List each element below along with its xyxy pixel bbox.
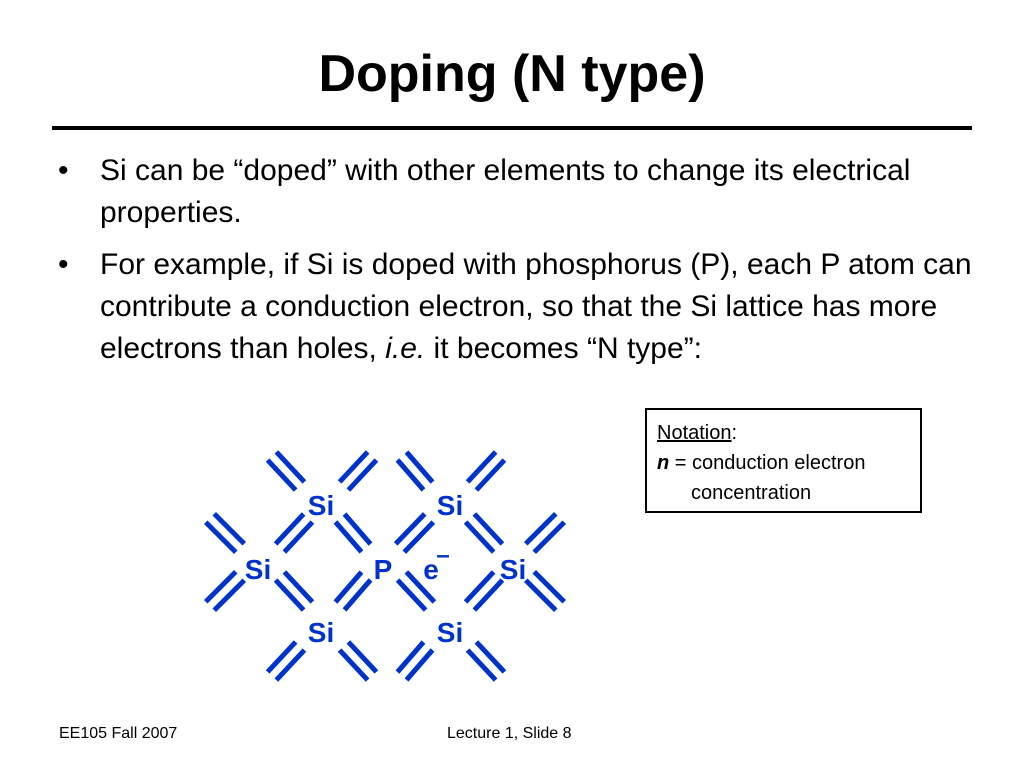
notation-definition-cont: concentration (691, 482, 812, 504)
notation-symbol: n (657, 452, 670, 474)
bullet-item (58, 150, 978, 234)
electron-label: e (423, 554, 439, 585)
bullet-list (58, 150, 978, 380)
atom-labels (245, 490, 526, 648)
electron-charge-bar: – (436, 542, 450, 569)
si-atom-top-right: Si (436, 490, 464, 521)
notation-heading: Notation (657, 422, 732, 444)
bullet-text: For example, if Si is doped with phosphorus (P), each P atom can contribute a conduction electron, so that the Si lattice has more electrons than holes, (100, 248, 972, 365)
bond-line (526, 514, 556, 544)
bond-line (396, 514, 425, 544)
bond-line (534, 572, 564, 602)
notation-box (645, 408, 922, 513)
bond-line (214, 514, 244, 544)
title-divider (52, 126, 972, 130)
notation-definition-text: = conduction electron (669, 452, 866, 474)
bullet-text: it becomes “N type”: (425, 332, 702, 365)
footer-course: EE105 Fall 2007 (59, 725, 178, 742)
si-atom-bottom-right: Si (436, 617, 464, 648)
slide-title: Doping (N type) (318, 45, 706, 103)
bond-line (526, 580, 556, 610)
bond-line (404, 522, 433, 552)
bullet-dot: • (58, 154, 69, 187)
bond-line (534, 522, 564, 552)
bullet-text: Si can be “doped” with other elements to change its electrical properties. (100, 154, 911, 229)
si-atom-right: Si (499, 554, 527, 585)
bond-line (214, 580, 244, 610)
silicon-lattice-diagram (200, 448, 580, 688)
notation-definition (657, 448, 910, 478)
notation-heading-line: Notation: (657, 422, 738, 444)
p-atom-center: P (373, 554, 393, 585)
bond-line (206, 572, 236, 602)
si-atom-top-left: Si (307, 490, 335, 521)
footer-slide-number: Lecture 1, Slide 8 (447, 725, 572, 742)
bullet-item (58, 244, 978, 370)
bullet-text-italic: i.e. (385, 332, 426, 365)
si-atom-left: Si (244, 554, 272, 585)
si-atom-bottom-left: Si (307, 617, 335, 648)
bond-line (206, 522, 236, 552)
bullet-dot: • (58, 248, 69, 281)
